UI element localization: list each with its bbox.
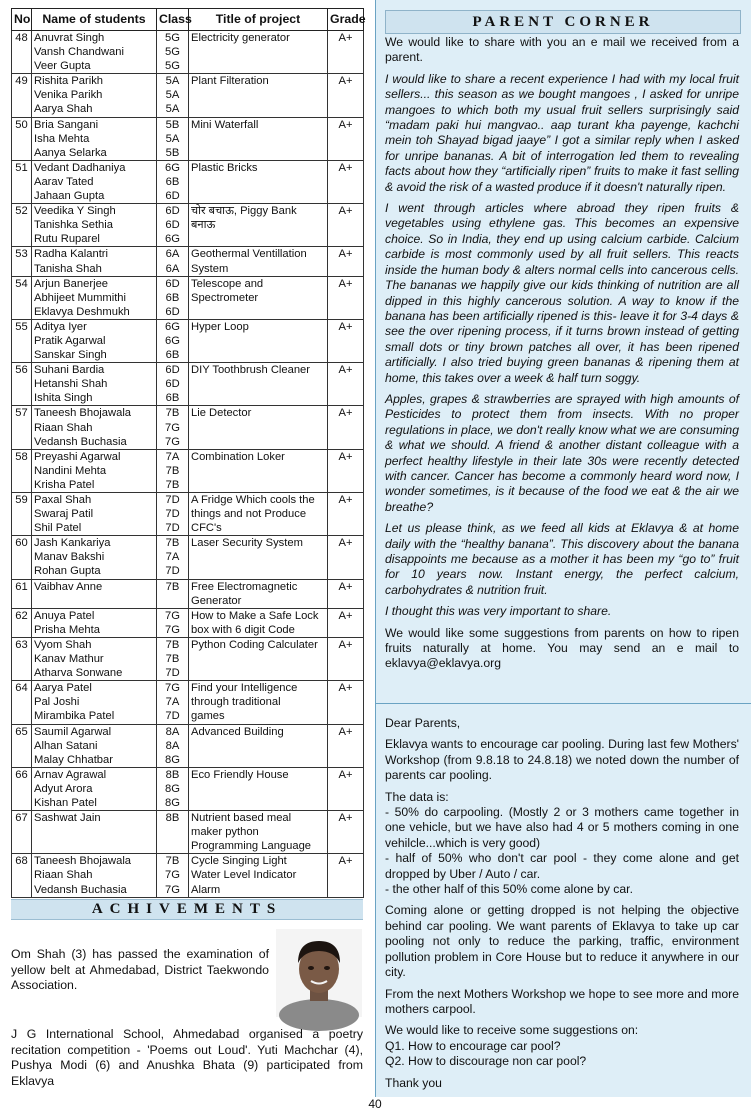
table-row [12, 493, 364, 536]
student-classes: 6G 6G 6B [157, 319, 189, 362]
col-header-title: Title of project [189, 9, 328, 31]
student-classes: 7B 7G 7G [157, 406, 189, 449]
student-classes: 6D 6B 6D [157, 276, 189, 319]
email-paragraph: I would like to share a recent experience I had with my local fruit sellers... this season as we bought mangoes , I asked for unripe mangoes to which both my usual fruit sellers surprisingly said “madam paki hui mangvao.. aap turant kha payenge, kachchi mein toh Shayad bigad jaaye” I got a similar reply when I asked for unripe bananas. A bit of interrogation led them to revealing facts about how they “artificially ripen” fruits to make it fast selling & avoid the risk of a wasted produce if it doesn't naturally ripen. [385, 71, 739, 194]
project-number: 68 [12, 854, 32, 897]
student-names: Sashwat Jain [32, 811, 157, 854]
student-names: Taneesh Bhojawala Riaan Shah Vedansh Buchasia [32, 406, 157, 449]
table-row [12, 160, 364, 203]
student-names: Arnav Agrawal Adyut Arora Kishan Patel [32, 767, 157, 810]
project-title: चोर बचाऊ, Piggy Bank बनाऊ [189, 204, 328, 247]
student-classes: 7A 7B 7B [157, 449, 189, 492]
project-grade: A+ [328, 319, 364, 362]
project-title: Advanced Building [189, 724, 328, 767]
student-classes: 7G 7A 7D [157, 681, 189, 724]
project-title: Find your Intelligence through traditional games [189, 681, 328, 724]
project-grade: A+ [328, 160, 364, 203]
project-number: 55 [12, 319, 32, 362]
student-classes: 5G 5G 5G [157, 31, 189, 74]
question-line: Q2. How to discourage non car pool? [385, 1054, 587, 1069]
achievement-om-shah: Om Shah (3) has passed the examination of yellow belt at Ahmedabad, District Taekwondo Association. [11, 947, 269, 992]
data-line: - the other half of this 50% come alone by car. [385, 882, 633, 897]
table-row [12, 767, 364, 810]
student-classes: 6A 6A [157, 247, 189, 276]
table-row [12, 854, 364, 897]
student-classes: 7D 7D 7D [157, 493, 189, 536]
data-line: - half of 50% who don't car pool - they come alone and get dropped by Uber / Auto / car. [385, 851, 739, 881]
project-number: 57 [12, 406, 32, 449]
car-pool-intro: Eklavya wants to encourage car pooling. During last few Mothers' Workshop (from 9.8.18 to 24.8.18) we noted down the number of parents car pooling. [385, 737, 739, 783]
student-names: Vedant Dadhaniya Aarav Tated Jahaan Gupta [32, 160, 157, 203]
project-grade: A+ [328, 724, 364, 767]
table-body [12, 31, 364, 898]
student-classes: 7B 7G 7G [157, 854, 189, 897]
data-line: - 50% do carpooling. (Mostly 2 or 3 mothers came together in one vehicle, but we have also had 4 or 5 mothers coming in one vehilcle...which is very good) [385, 805, 739, 850]
parent-corner-closing: We would like some suggestions from parents on how to ripen fruits naturally at home. You may send an e mail to eklavya@eklavya.org [385, 625, 739, 671]
project-grade: A+ [328, 767, 364, 810]
project-grade: A+ [328, 276, 364, 319]
student-classes: 8A 8A 8G [157, 724, 189, 767]
project-grade: A+ [328, 536, 364, 579]
project-title: How to Make a Safe Lock box with 6 digit Code [189, 608, 328, 637]
project-number: 61 [12, 579, 32, 608]
project-title: Eco Friendly House [189, 767, 328, 810]
student-names: Taneesh Bhojawala Riaan Shah Vedansh Buchasia [32, 854, 157, 897]
table-row [12, 204, 364, 247]
project-title: Lie Detector [189, 406, 328, 449]
car-pool-data [385, 790, 739, 898]
right-column [375, 0, 751, 1097]
student-names: Aarya Patel Pal Joshi Mirambika Patel [32, 681, 157, 724]
student-classes: 5A 5A 5A [157, 74, 189, 117]
table-row [12, 536, 364, 579]
science-projects-table [11, 8, 364, 898]
student-names: Preyashi Agarwal Nandini Mehta Krisha Patel [32, 449, 157, 492]
student-names: Suhani Bardia Hetanshi Shah Ishita Singh [32, 363, 157, 406]
project-grade: A+ [328, 204, 364, 247]
student-classes: 7B 7B 7D [157, 637, 189, 680]
email-paragraph: Let us please think, as we feed all kids at Eklavya & at home daily with the “healthy banana”. This discovery about the banana disappoints me because as a mother it has been my “go to” fruit for 10 years now. Instant energy, the perfect calcium, carbohydrates & nutrition fruit. [385, 521, 739, 597]
project-title: Python Coding Calculater [189, 637, 328, 680]
col-header-grade: Grade [328, 9, 364, 31]
student-names: Arjun Banerjee Abhijeet Mummithi Eklavya Deshmukh [32, 276, 157, 319]
table-row [12, 74, 364, 117]
project-grade: A+ [328, 363, 364, 406]
page-number: 40 [368, 1097, 382, 1111]
project-title: Telescope and Spectrometer [189, 276, 328, 319]
table-row [12, 406, 364, 449]
project-number: 63 [12, 637, 32, 680]
email-paragraph: Apples, grapes & strawberries are sprayed with high amounts of Pesticides to protect them from insects. With no proper regulations in place, we don't really know what we are consuming & what we should. A friend & another distant colleague with a perfect healthy lifestyle in their late 30s were recently detected with cancer. Cancer has become a commonly heard word now, I wonder sometimes, is it because of the food we eat & the air we breathe? [385, 391, 739, 514]
car-pool-questions [385, 1023, 739, 1069]
col-header-no: No [12, 9, 32, 31]
project-title: Laser Security System [189, 536, 328, 579]
table-row [12, 247, 364, 276]
project-grade: A+ [328, 681, 364, 724]
project-grade: A+ [328, 811, 364, 854]
table-row [12, 319, 364, 362]
student-names: Paxal Shah Swaraj Patil Shil Patel [32, 493, 157, 536]
table-row [12, 449, 364, 492]
left-column [0, 0, 375, 1097]
student-names: Rishita Parikh Venika Parikh Aarya Shah [32, 74, 157, 117]
table-row [12, 724, 364, 767]
project-title: DIY Toothbrush Cleaner [189, 363, 328, 406]
student-names: Vyom Shah Kanav Mathur Atharva Sonwane [32, 637, 157, 680]
project-title: Plant Filteration [189, 74, 328, 117]
achievements-section [11, 925, 363, 1088]
project-grade: A+ [328, 449, 364, 492]
data-line: The data is: [385, 789, 449, 804]
parent-corner-text [385, 35, 739, 678]
table-row [12, 681, 364, 724]
project-title: Hyper Loop [189, 319, 328, 362]
table-row [12, 579, 364, 608]
table-row [12, 117, 364, 160]
student-classes: 6G 6B 6D [157, 160, 189, 203]
parent-corner-intro: We would like to share with you an e mail we received from a parent. [385, 35, 739, 65]
parent-corner-heading: PARENT CORNER [385, 10, 741, 34]
project-title: Nutrient based meal maker python Programming Language [189, 811, 328, 854]
email-paragraph: I thought this was very important to share. [385, 604, 612, 619]
question-line: We would like to receive some suggestions on: [385, 1023, 639, 1038]
project-title: Combination Loker [189, 449, 328, 492]
project-number: 66 [12, 767, 32, 810]
student-classes: 5B 5A 5B [157, 117, 189, 160]
project-number: 60 [12, 536, 32, 579]
project-title: Mini Waterfall [189, 117, 328, 160]
project-grade: A+ [328, 637, 364, 680]
achievements-heading: ACHIVEMENTS [11, 899, 363, 920]
student-names: Saumil Agarwal Alhan Satani Malay Chhatbar [32, 724, 157, 767]
student-names: Radha Kalantri Tanisha Shah [32, 247, 157, 276]
project-number: 51 [12, 160, 32, 203]
student-classes: 8B 8G 8G [157, 767, 189, 810]
car-pool-notice [385, 716, 739, 1097]
table-header-row [12, 9, 364, 31]
project-number: 53 [12, 247, 32, 276]
project-grade: A+ [328, 31, 364, 74]
project-grade: A+ [328, 406, 364, 449]
project-grade: A+ [328, 608, 364, 637]
project-title: Geothermal Ventillation System [189, 247, 328, 276]
project-number: 65 [12, 724, 32, 767]
student-names: Anuvrat Singh Vansh Chandwani Veer Gupta [32, 31, 157, 74]
table-row [12, 811, 364, 854]
table-row [12, 637, 364, 680]
table-row [12, 363, 364, 406]
project-title: Free Electromagnetic Generator [189, 579, 328, 608]
email-paragraph: I went through articles where abroad they ripen fruits & vegetables using ethylene gas. This becomes an expensive choice. So in India, they end up using calcium carbide. Calcium carbide is most commonly used by all fruit sellers. This reacts inside the human body & alters normal cells into cancerous cells. The bananas we happily give our kids thinking of nutrition are all dipped in this highly cancerous solution. A way to know if the banana has been artificially ripened is this- leave it for 3-4 days & see the over ripening process, if it turns brown instead of getting small dots or tiny brown patches all over, it has been ripened artificially. I also tried buying green bananas & ripening them at home, this takes over a week & half turn soggy. [385, 201, 739, 385]
student-names: Aditya Iyer Pratik Agarwal Sanskar Singh [32, 319, 157, 362]
achievement-poetry: J G International School, Ahmedabad organised a poetry recitation competition - 'Poems out Loud'. Yuti Machchar (4), Pushya Modi (6) and Anushka Bhata (9) participated from Eklavya [11, 1027, 363, 1088]
project-number: 62 [12, 608, 32, 637]
project-grade: A+ [328, 247, 364, 276]
student-names: Veedika Y Singh Tanishka Sethia Rutu Ruparel [32, 204, 157, 247]
student-classes: 8B [157, 811, 189, 854]
student-classes: 6D 6D 6G [157, 204, 189, 247]
project-grade: A+ [328, 493, 364, 536]
project-number: 54 [12, 276, 32, 319]
project-number: 67 [12, 811, 32, 854]
student-classes: 6D 6D 6B [157, 363, 189, 406]
project-number: 48 [12, 31, 32, 74]
project-number: 50 [12, 117, 32, 160]
project-grade: A+ [328, 579, 364, 608]
project-number: 59 [12, 493, 32, 536]
table-row [12, 608, 364, 637]
project-grade: A+ [328, 74, 364, 117]
student-classes: 7G 7G [157, 608, 189, 637]
student-classes: 7B 7A 7D [157, 536, 189, 579]
project-grade: A+ [328, 117, 364, 160]
col-header-name: Name of students [32, 9, 157, 31]
project-title: A Fridge Which cools the things and not Produce CFC's [189, 493, 328, 536]
project-number: 58 [12, 449, 32, 492]
car-pool-salutation: Dear Parents, [385, 716, 461, 730]
car-pool-thanks: Thank you [385, 1075, 442, 1090]
table-row [12, 276, 364, 319]
student-names: Vaibhav Anne [32, 579, 157, 608]
student-names: Jash Kankariya Manav Bakshi Rohan Gupta [32, 536, 157, 579]
project-title: Electricity generator [189, 31, 328, 74]
student-names: Anuya Patel Prisha Mehta [32, 608, 157, 637]
project-grade: A+ [328, 854, 364, 897]
col-header-class: Class [157, 9, 189, 31]
student-classes: 7B [157, 579, 189, 608]
section-divider [376, 703, 751, 704]
car-pool-objective: Coming alone or getting dropped is not helping the objective behind car pooling. We want parents of Eklavya to take up car pooling not only to reduce the parking, traffic, environment pollution problem in Core House but to reduce it anywhere in our city. [385, 903, 739, 980]
table-row [12, 31, 364, 74]
project-title: Plastic Bricks [189, 160, 328, 203]
project-number: 52 [12, 204, 32, 247]
project-number: 64 [12, 681, 32, 724]
student-names: Bria Sangani Isha Mehta Aanya Selarka [32, 117, 157, 160]
project-number: 49 [12, 74, 32, 117]
project-title: Cycle Singing Light Water Level Indicator Alarm [189, 854, 328, 897]
question-line: Q1. How to encourage car pool? [385, 1038, 561, 1053]
project-number: 56 [12, 363, 32, 406]
car-pool-next-workshop: From the next Mothers Workshop we hope to see more and more mothers carpool. [385, 986, 739, 1016]
student-photo [276, 929, 362, 1017]
